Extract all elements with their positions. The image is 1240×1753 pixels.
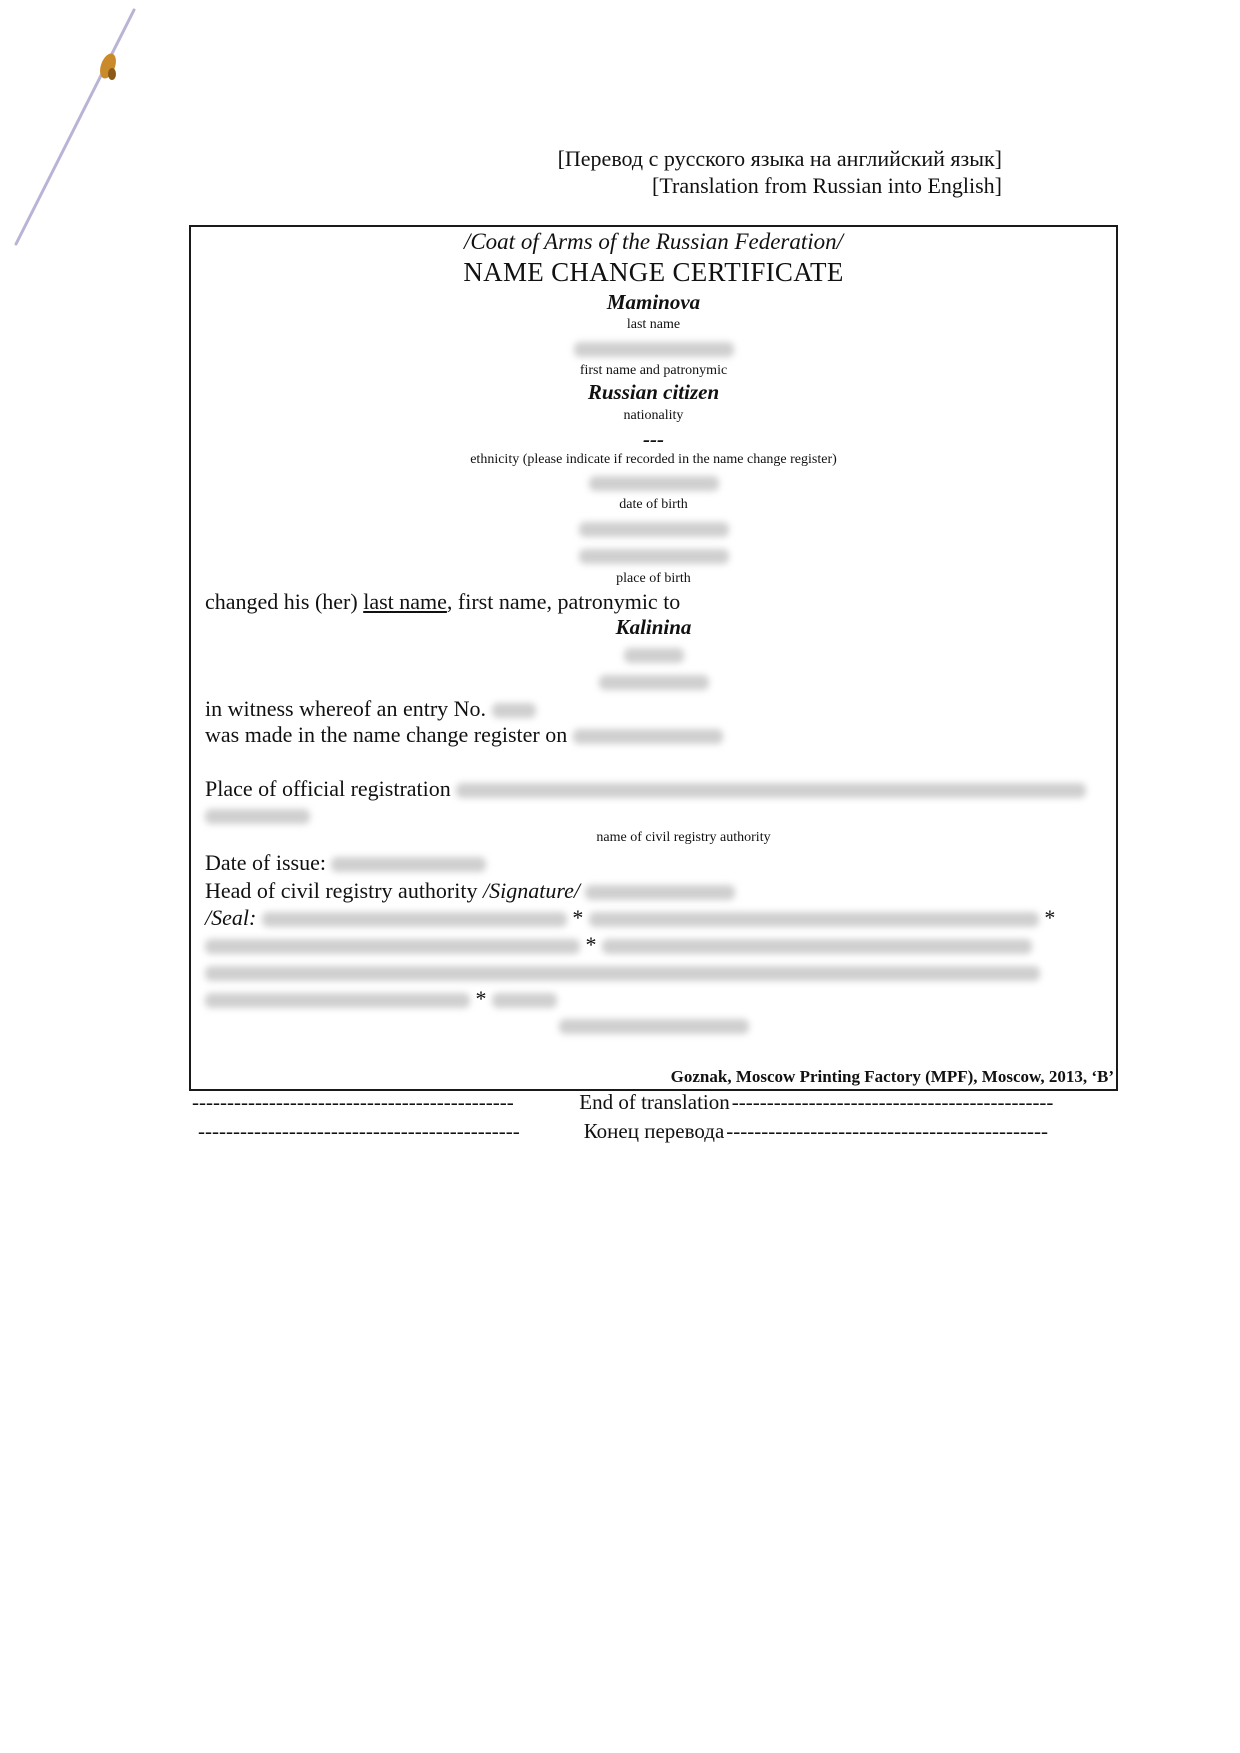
- new-last-name-value: Kalinina: [615, 615, 692, 639]
- redacted-date-of-birth: [589, 476, 719, 491]
- dash-rule-left-ru: ----------------------------------------------: [198, 1119, 520, 1143]
- end-label-ru: Конец перевода: [583, 1119, 725, 1143]
- redacted-place-of-birth-line1: [579, 522, 729, 537]
- redacted-seal-text-3: [205, 939, 580, 954]
- ethnicity-value: ---: [643, 427, 664, 451]
- seal-label: /Seal:: [205, 905, 257, 930]
- changed-underlined: last name: [363, 589, 447, 614]
- ethnicity-caption: ethnicity (please indicate if recorded in the name change register): [470, 452, 837, 467]
- seal-line-4: [205, 986, 557, 1012]
- certificate-title: NAME CHANGE CERTIFICATE: [463, 257, 844, 287]
- end-of-translation-en: [192, 1090, 1117, 1115]
- head-of-authority-line: [205, 878, 735, 904]
- redacted-registry-authority-line1: [456, 783, 1086, 798]
- redacted-head-name: [585, 885, 735, 900]
- redacted-entry-number: [492, 703, 536, 718]
- dob-caption: date of birth: [619, 497, 688, 512]
- changed-suffix: , first name, patronymic to: [446, 589, 681, 614]
- date-of-issue-label: Date of issue:: [205, 850, 326, 875]
- register-text: was made in the name change register on: [205, 722, 568, 747]
- dash-rule-right-ru: ----------------------------------------------: [726, 1119, 1048, 1143]
- changed-name-statement: [205, 589, 680, 615]
- seal-line-1: [205, 905, 1055, 931]
- end-of-translation-ru: [198, 1119, 1110, 1144]
- register-line: [205, 722, 723, 748]
- redacted-new-patronymic: [599, 675, 709, 690]
- date-of-issue-line: [205, 850, 486, 876]
- printer-note: Goznak, Moscow Printing Factory (MPF), Moscow, 2013, ‘B’: [670, 1067, 1114, 1086]
- last-name-caption: last name: [626, 317, 681, 332]
- witness-line: [205, 696, 536, 722]
- redacted-seal-text-7: [492, 993, 557, 1008]
- nationality-value: Russian citizen: [587, 380, 720, 404]
- dash-rule-left-en: ----------------------------------------------: [192, 1090, 514, 1114]
- seal-asterisk-2: *: [1044, 905, 1056, 930]
- pob-caption: place of birth: [616, 571, 691, 586]
- authority-caption: name of civil registry authority: [596, 830, 771, 845]
- end-label-en: End of translation: [579, 1090, 730, 1114]
- seal-line-2: [205, 932, 1032, 958]
- signature-text: /Signature/: [482, 878, 580, 903]
- seal-line-3: [205, 959, 1040, 985]
- last-name-value: Maminova: [606, 290, 701, 314]
- changed-prefix: changed his (her): [205, 589, 364, 614]
- seal-asterisk-4: *: [475, 986, 487, 1011]
- header-translation-note-ru: [Перевод с русского языка на английский язык]: [557, 146, 1002, 171]
- redacted-seal-text-4: [602, 939, 1032, 954]
- header-translation-note-en: [Translation from Russian into English]: [652, 173, 1002, 198]
- redacted-registry-authority-line2: [205, 809, 310, 824]
- redacted-seal-text-1: [262, 912, 567, 927]
- redacted-form-series-number: [559, 1019, 749, 1034]
- certificate-frame: [189, 225, 1118, 1091]
- redacted-register-date: [573, 729, 723, 744]
- redacted-seal-text-5: [205, 966, 1040, 981]
- redacted-place-of-birth-line2: [579, 549, 729, 564]
- redacted-first-name: [574, 342, 734, 357]
- nationality-caption: nationality: [623, 408, 684, 423]
- witness-text: in witness whereof an entry No.: [205, 696, 487, 721]
- coat-of-arms-note: /Coat of Arms of the Russian Federation/: [463, 229, 844, 254]
- seal-asterisk-1: *: [572, 905, 584, 930]
- head-label: Head of civil registry authority: [205, 878, 483, 903]
- redacted-seal-text-2: [589, 912, 1039, 927]
- registration-place-line: [205, 776, 1086, 802]
- redacted-new-first-name: [624, 648, 684, 663]
- registration-label: Place of official registration: [205, 776, 451, 801]
- redacted-seal-text-6: [205, 993, 470, 1008]
- first-name-caption: first name and patronymic: [579, 363, 728, 378]
- dash-rule-right-en: ----------------------------------------------: [731, 1090, 1054, 1114]
- pencil-stroke-mark: [12, 8, 142, 248]
- seal-asterisk-3: *: [585, 932, 597, 957]
- redacted-date-of-issue: [331, 857, 486, 872]
